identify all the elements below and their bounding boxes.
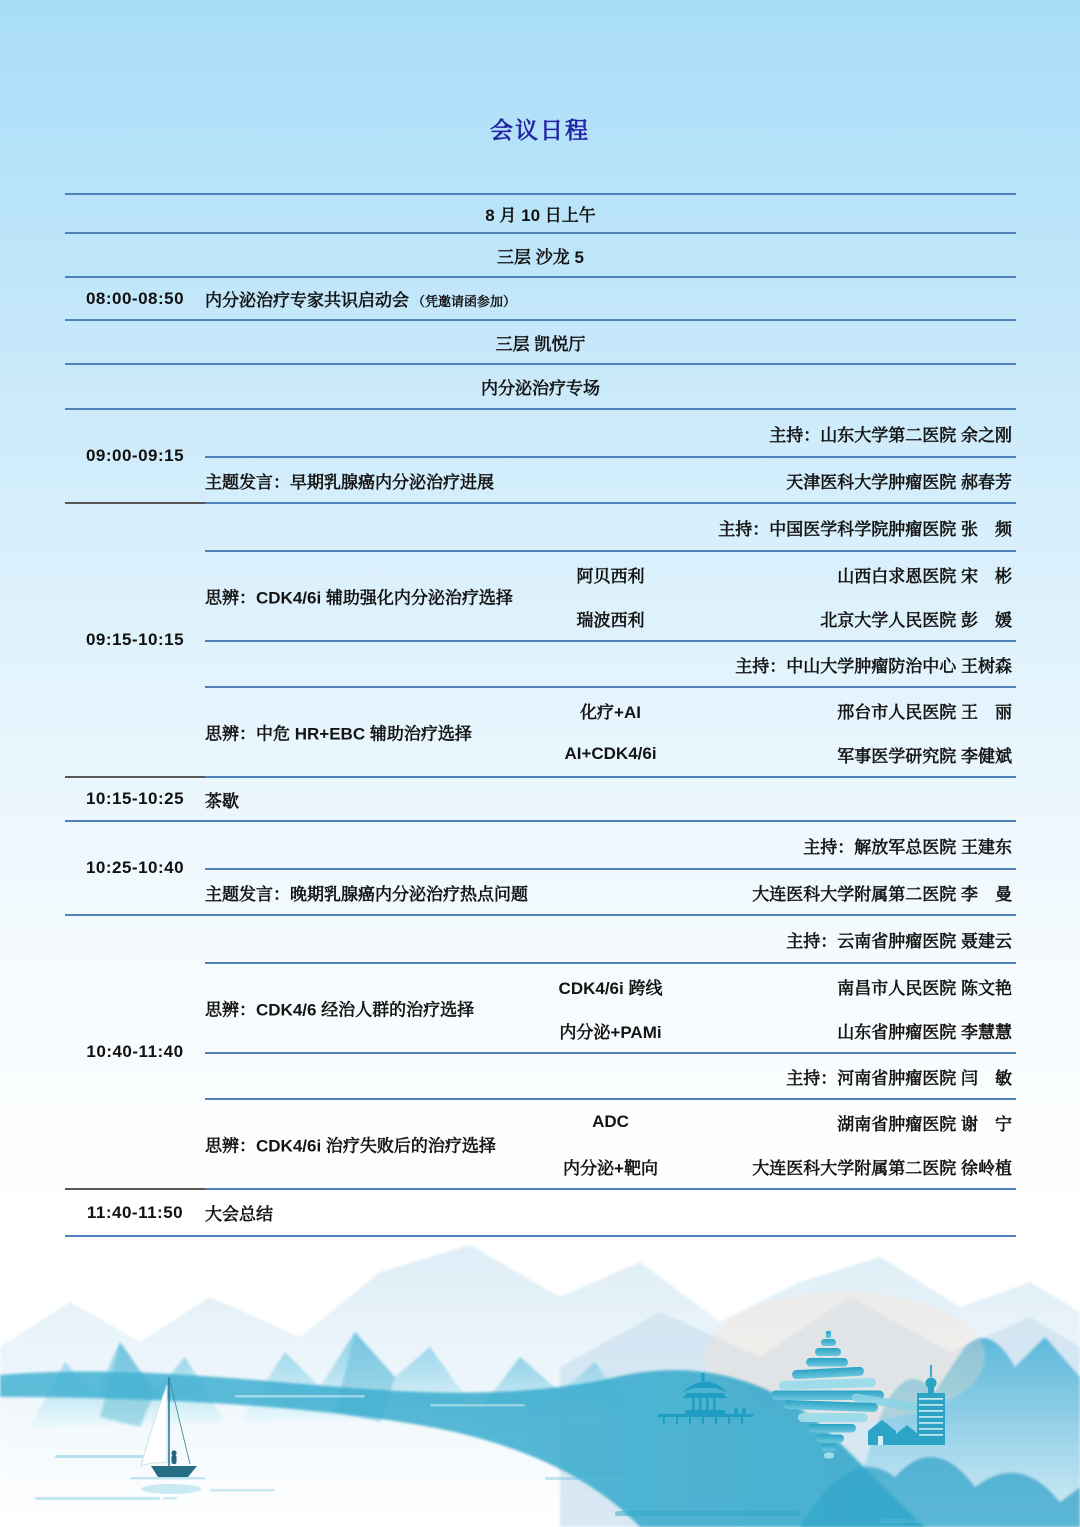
schedule-block-break [65,776,1016,820]
debate-item [205,732,1016,776]
talk-row [205,868,1016,914]
talk-title: 主题发言：晚期乳腺癌内分泌治疗热点问题 [205,884,528,904]
debate-title: 思辨：CDK4/6i 治疗失败后的治疗选择 [205,1136,496,1156]
talk-row [205,456,1016,502]
talk-title: 主题发言：早期乳腺癌内分泌治疗进展 [205,472,494,492]
debate-option: ADC [592,1112,629,1131]
debate-speaker: 湖南省肿瘤医院 谢 宁 [837,1114,1012,1134]
debate-item [205,688,1016,732]
debate-title: 思辨：CDK4/6 经治人群的治疗选择 [205,1000,475,1020]
schedule-block-0900 [65,408,1016,502]
summary-row: 大会总结 [205,1205,273,1224]
debate-speaker: 山东省肿瘤医院 李慧慧 [837,1022,1012,1042]
host-row: 主持：河南省肿瘤医院 闫 敏 [205,1052,1016,1098]
schedule-block-1025 [65,820,1016,914]
debate-option: AI+CDK4/6i [564,744,657,763]
host-row: 主持：中山大学肿瘤防治中心 王树森 [205,640,1016,686]
landscape-illustration [0,1227,1080,1527]
page-title: 会议日程 [490,117,590,143]
debate-item [205,1008,1016,1052]
debate-row [205,686,1016,776]
debate-speaker: 军事医学研究院 李健斌 [837,746,1012,766]
host-row: 主持：解放军总医院 王建东 [803,837,1012,857]
time-cell: 09:15-10:15 [85,630,185,649]
kickoff-content [205,286,516,311]
break-row: 茶歇 [205,791,239,811]
debate-title: 思辨：CDK4/6i 辅助强化内分泌治疗选择 [205,588,513,608]
debate-item [205,596,1016,640]
debate-speaker: 邢台市人民医院 王 丽 [837,702,1012,722]
time-cell: 10:40-11:40 [86,1042,184,1061]
venue-row-salon: 三层 沙龙 5 [65,232,1016,276]
time-cell: 11:40-11:50 [86,1202,184,1222]
debate-option: 瑞波西利 [576,610,645,630]
schedule-block-0915 [65,502,1016,776]
kickoff-row [65,276,1016,319]
debate-title: 思辨：中危 HR+EBC 辅助治疗选择 [205,724,472,744]
schedule-table [65,193,1016,1237]
debate-option: 化疗+AI [580,702,641,722]
talk-speaker: 天津医科大学肿瘤医院 郝春芳 [786,472,1012,492]
schedule-block-1040 [65,914,1016,1188]
time-cell: 10:15-10:25 [85,789,185,808]
debate-option: 内分泌+靶向 [563,1158,658,1178]
debate-speaker: 南昌市人民医院 陈文艳 [837,978,1012,998]
debate-row [205,550,1016,640]
host-row: 主持：云南省肿瘤医院 聂建云 [786,931,1012,951]
debate-row [205,1098,1016,1188]
venue-row-hyatt: 三层 凯悦厅 [65,319,1016,363]
debate-speaker: 北京大学人民医院 彭 媛 [820,610,1012,630]
talk-speaker: 大连医科大学附属第二医院 李 曼 [752,884,1012,904]
date-header-row: 8 月 10 日上午 [65,193,1016,232]
debate-item [205,1100,1016,1144]
session-title-row: 内分泌治疗专场 [65,363,1016,408]
debate-option: CDK4/6i 跨线 [558,978,663,998]
time-cell: 08:00-08:50 [85,288,185,308]
debate-row [205,962,1016,1052]
time-cell: 09:00-09:15 [85,446,185,465]
kickoff-note: （凭邀请函参加） [412,294,517,309]
debate-option: 内分泌+PAMi [559,1022,662,1042]
host-row: 主持：山东大学第二医院 余之刚 [769,425,1012,445]
debate-speaker: 山西白求恩医院 宋 彬 [837,566,1012,586]
time-cell: 10:25-10:40 [85,858,185,877]
debate-speaker: 大连医科大学附属第二医院 徐岭植 [752,1158,1012,1178]
debate-option: 阿贝西利 [576,566,645,586]
debate-item [205,552,1016,596]
debate-item [205,1144,1016,1188]
kickoff-title: 内分泌治疗专家共识启动会 [205,291,409,310]
debate-item [205,964,1016,1008]
host-row: 主持：中国医学科学院肿瘤医院 张 频 [718,519,1012,539]
